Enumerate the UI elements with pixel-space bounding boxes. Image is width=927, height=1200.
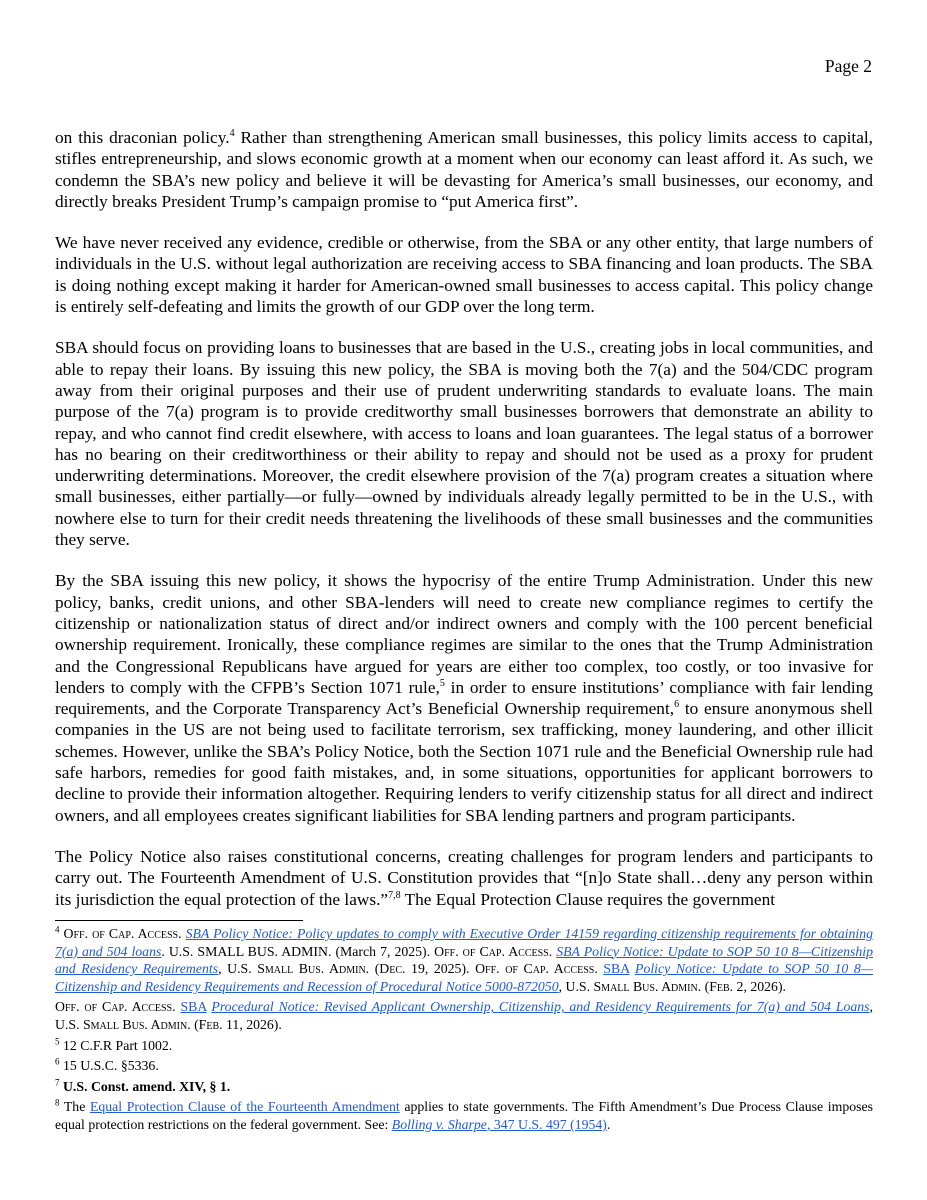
paragraph-4-text-c: to ensure anonymous shell companies in the US are not being used to facilitate terrorism, sex trafficking, money laundering, and other illicit schemes. However, unlike the SBA’s Policy Notice, both the Section 1071 rule and the Beneficial Ownership rule had safe harbors, remedies for good faith mistakes, and, in some situations, opportunities for applicant borrowers to decline to provide their information altogether. Requiring lenders to verify citizenship status for all direct and indirect owners, and all employees creates significant liabilities for SBA lending partners and program participants. bbox=[55, 699, 873, 825]
paragraph-1-text-a: on this draconian policy. bbox=[55, 128, 230, 147]
paragraph-4-text-a: By the SBA issuing this new policy, it shows the hypocrisy of the entire Trump Administration. Under this new policy, banks, credit unions, and other SBA-lenders will need to create new compliance regimes to certify the citizenship or nationalization status of direct and/or indirect owners and comply with the 100 percent beneficial ownership requirement. Ironically, these compliance regimes are similar to the ones that the Trump Administration and the Congressional Republicans have argued for years are either too complex, too costly, or too invasive for lenders to comply with the CFPB’s Section 1071 rule, bbox=[55, 571, 873, 697]
citation-org: Off. of Cap. Access. bbox=[63, 926, 182, 941]
footnote-text: 12 C.F.R Part 1002. bbox=[59, 1037, 173, 1053]
paragraph-5-text-b: The Equal Protection Clause requires the government bbox=[400, 889, 776, 909]
citation-link-4a[interactable]: SBA bbox=[180, 999, 207, 1015]
footnote-ref-5[interactable]: 5 bbox=[439, 678, 445, 690]
footnote-ref-6[interactable]: 6 bbox=[674, 699, 680, 711]
paragraph-5 bbox=[55, 846, 873, 910]
bolling-v-sharpe-link[interactable]: Bolling v. Sharpe bbox=[391, 1116, 487, 1132]
citation-link-4b[interactable]: Procedural Notice: Revised Applicant Ownership, Citizenship, and Residency Requirements for 7(a) and 504 Loans bbox=[211, 999, 870, 1015]
footnote-ref-4[interactable]: 4 bbox=[229, 128, 235, 140]
footnote-text-pre: The bbox=[59, 1099, 90, 1115]
footnote-number: 5 bbox=[55, 1035, 60, 1046]
footnote-divider bbox=[55, 920, 303, 921]
paragraph-4 bbox=[55, 570, 873, 826]
footnote-number: 6 bbox=[55, 1056, 60, 1067]
page-number: Page 2 bbox=[824, 56, 872, 76]
citation-org: Off. of Cap. Access. bbox=[434, 943, 553, 959]
footnote-text-mid: applies to state governments. The Fifth Amendment’s Due Process Clause imposes equal protection restrictions on the federal government. See: bbox=[55, 1099, 873, 1132]
footnote-text: U.S. Const. amend. XIV, § 1. bbox=[62, 1078, 231, 1094]
paragraph-2: We have never received any evidence, credible or otherwise, from the SBA or any other entity, that large numbers of individuals in the U.S. without legal authorization are receiving access to SBA financing and loan products. The SBA is doing nothing except making it harder for American-owned small businesses to access capital. This policy change is entirely self-defeating and limits the growth of our GDP over the long term. bbox=[55, 233, 873, 317]
paragraph-3: SBA should focus on providing loans to businesses that are based in the U.S., creating jobs in local communities, and able to repay their loans. By issuing this new policy, the SBA is moving both the 7(a) and the 504/CDC program away from their original purposes and their use of prudent underwriting standards to evaluate loans. The main purpose of the 7(a) program is to provide creditworthy small businesses borrowers that demonstrate an ability to repay, and who cannot find credit elsewhere, with access to loans and loan guarantees. The legal status of a borrower has no bearing on their creditworthiness or their ability to repay and should not be used as a proxy for prudent underwriting determinations. Moreover, the credit elsewhere provision of the 7(a) program creates a situation where small businesses, either partially—or fully—owned by individuals already legally permitted to be in the U.S., with nowhere else to turn for their credit needs threatening the livelihoods of these small businesses and the communities they serve. bbox=[55, 338, 873, 550]
footnote-number: 7 bbox=[55, 1077, 60, 1088]
citation-org: Off. of Cap. Access. bbox=[475, 961, 598, 977]
citation-tail: , U.S. Small Bus. Admin. (Feb. 2, 2026). bbox=[558, 978, 786, 994]
footnote-7 bbox=[55, 1078, 873, 1096]
citation-link-3b[interactable]: Policy Notice: Update to SOP 50 10 8—Citizenship and Residency Requirements and Recession of Procedural Notice 5000-872050 bbox=[55, 961, 873, 994]
citation-link-1[interactable]: SBA Policy Notice: Policy updates to comply with Executive Order 14159 regarding citizenship requirements for obtaining 7(a) and 504 loans bbox=[55, 926, 874, 959]
paragraph-1 bbox=[55, 127, 873, 212]
citation-link-3a[interactable]: SBA bbox=[603, 961, 630, 977]
citation-org: Off. of Cap. Access. bbox=[55, 999, 176, 1015]
citation-tail: , U.S. Small Bus. Admin. (Dec. 19, 2025). bbox=[218, 961, 470, 977]
footnote-ref-7-8[interactable]: 7,8 bbox=[388, 889, 401, 901]
footnote-8 bbox=[55, 1098, 873, 1133]
paragraph-4-text-b: in order to ensure institutions’ compliance with fair lending requirements, and the Corporate Transparency Act’s Beneficial Ownership requirement, bbox=[55, 677, 874, 719]
footnote-number: 4 bbox=[55, 924, 60, 935]
footnote-4 bbox=[55, 925, 873, 995]
footnote-text-end: . bbox=[606, 1116, 611, 1132]
citation-link-2[interactable]: SBA Policy Notice: Update to SOP 50 10 8—Citizenship and Residency Requirements bbox=[55, 943, 874, 977]
paragraph-1-text-b: Rather than strengthening American small businesses, this policy limits access to capital, stifles entrepreneurship, and slows economic growth at a moment when our economy can least afford it. As such, we condemn the SBA’s new policy and believe it will be devasting for America’s small businesses, our economy, and directly breaks President Trump’s campaign promise to “put America first”. bbox=[55, 128, 873, 211]
footnote-number: 8 bbox=[55, 1097, 60, 1108]
equal-protection-link[interactable]: Equal Protection Clause of the Fourteenth Amendment bbox=[89, 1099, 400, 1115]
footnotes bbox=[55, 925, 873, 1137]
bolling-citation-link[interactable]: , 347 U.S. 497 (1954) bbox=[486, 1116, 607, 1132]
footnote-5 bbox=[55, 1037, 873, 1055]
letter-body bbox=[55, 127, 873, 910]
citation-tail: . U.S. SMALL BUS. ADMIN. (March 7, 2025). bbox=[161, 943, 431, 959]
footnote-text: 15 U.S.C. §5336. bbox=[59, 1058, 159, 1074]
citation-tail: , U.S. Small Bus. Admin. (Feb. 11, 2026). bbox=[55, 999, 874, 1032]
footnote-6 bbox=[55, 1057, 873, 1075]
paragraph-5-text-a: The Policy Notice also raises constitutional concerns, creating challenges for program lenders and participants to carry out. The Fourteenth Amendment of U.S. Constitution provides that “[n]o State shall…deny any person within its jurisdiction the equal protection of the laws.” bbox=[55, 846, 873, 909]
footnote-4-continued bbox=[55, 998, 873, 1033]
